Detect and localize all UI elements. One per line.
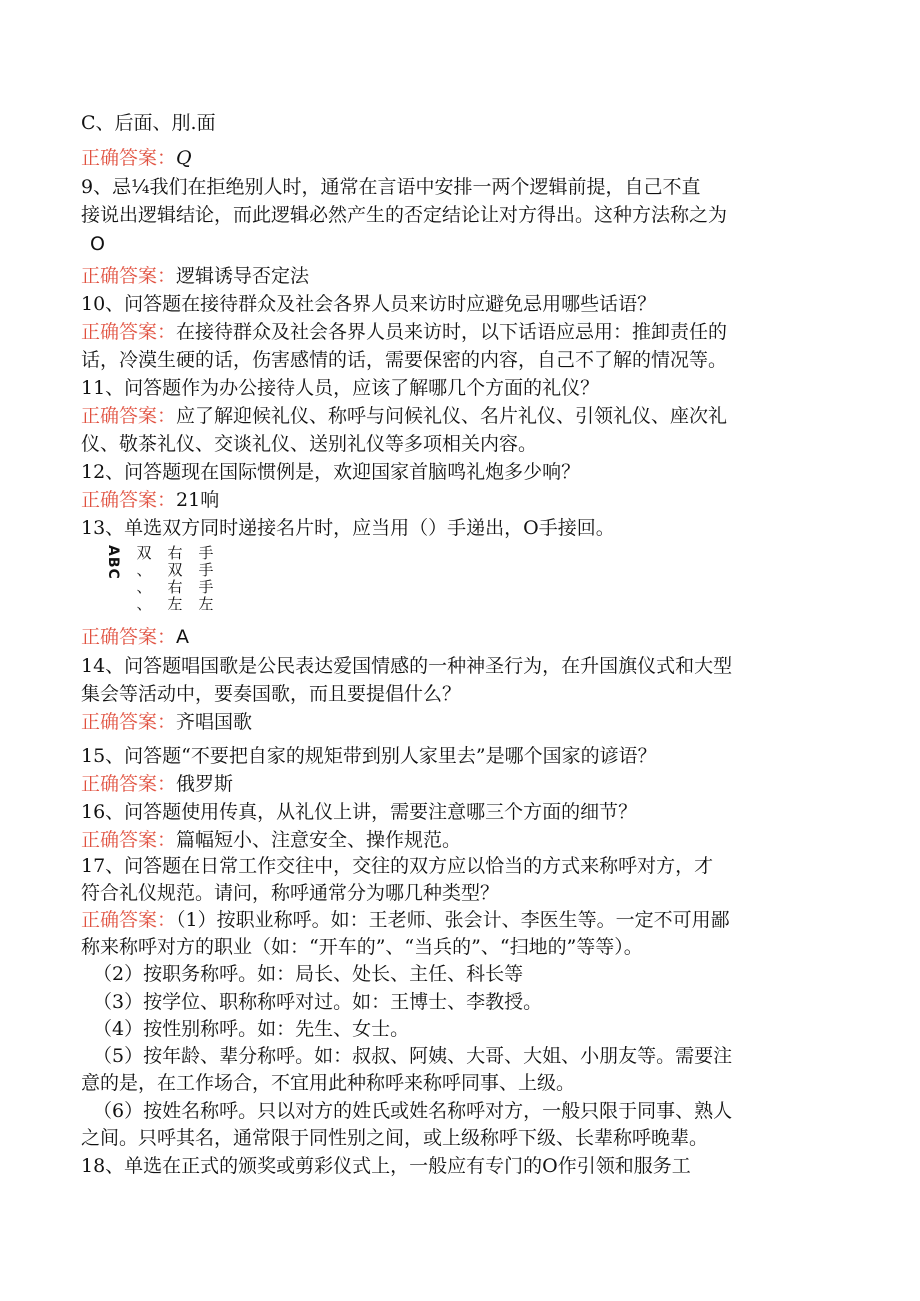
answer-item-4: （4）按性别称呼。如：先生、女士。 bbox=[93, 1018, 410, 1040]
answer-text: 应了解迎候礼仪、称呼与问候礼仪、名片礼仪、引领礼仪、座次礼 bbox=[176, 405, 728, 427]
question-15: 15、问答题“不要把自家的规矩带到别人家里去”是哪个国家的谚语？ bbox=[81, 745, 657, 767]
answer-line bbox=[81, 908, 841, 932]
answer-line bbox=[81, 264, 841, 288]
question-17-line-2: 符合礼仪规范。请问，称呼通常分为哪几种类型？ bbox=[81, 882, 500, 904]
answer-label: 正确答案： bbox=[81, 773, 177, 795]
option-glyph: 手 bbox=[198, 561, 214, 579]
answer-label: 正确答案： bbox=[81, 405, 177, 427]
question-10: 10、问答题在接待群众及社会各界人员来访时应避免忌用哪些话语？ bbox=[81, 293, 657, 315]
answer-item-5: （5）按年龄、辈分称呼。如：叔叔、阿姨、大哥、大姐、小朋友等。需要注 bbox=[93, 1045, 733, 1067]
question-9-line-2: 接说出逻辑结论，而此逻辑必然产生的否定结论让对方得出。这种方法称之为 bbox=[81, 204, 728, 226]
option-column-2 bbox=[166, 545, 184, 613]
answer-line bbox=[81, 488, 841, 512]
option-glyph: 左 bbox=[167, 595, 183, 613]
option-glyph: 右 bbox=[167, 544, 183, 562]
answer-label: 正确答案： bbox=[81, 909, 177, 931]
option-glyph: 左 bbox=[198, 595, 214, 613]
answer-label: 正确答案： bbox=[81, 147, 177, 169]
answer-text: 21响 bbox=[176, 489, 220, 511]
answer-line bbox=[81, 710, 841, 734]
answer-text: 在接待群众及社会各界人员来访时，以下话语应忌用：推卸责任的 bbox=[176, 321, 728, 343]
option-glyph: 、 bbox=[136, 595, 152, 613]
option-glyph: 、 bbox=[136, 578, 152, 596]
answer-line bbox=[81, 772, 841, 796]
option-glyph: 双 bbox=[136, 544, 152, 562]
answer-continuation: 意的是，在工作场合，不宜用此种称呼来称呼同事、上级。 bbox=[81, 1072, 576, 1094]
question-13: 13、单选双方同时递接名片时，应当用（）手递出，O手接回。 bbox=[81, 517, 615, 539]
answer-text: 俄罗斯 bbox=[176, 773, 234, 795]
option-glyph: 右 bbox=[167, 578, 183, 596]
question-9-line-3: O bbox=[90, 233, 105, 255]
option-glyph: 手 bbox=[198, 544, 214, 562]
answer-continuation: 称来称呼对方的职业（如：“开车的”、“当兵的”、“扫地的”等等）。 bbox=[81, 936, 643, 958]
answer-text: （1）按职业称呼。如：王老师、张会计、李医生等。一定不可用鄙 bbox=[176, 909, 730, 931]
option-column-3 bbox=[197, 545, 215, 613]
answer-label: 正确答案： bbox=[81, 711, 177, 733]
option-block bbox=[105, 545, 225, 615]
answer-continuation: 之间。只呼其名，通常限于同性别之间，或上级称呼下级、长辈称呼晚辈。 bbox=[81, 1127, 709, 1149]
question-12: 12、问答题现在国际惯例是，欢迎国家首脑鸣礼炮多少响？ bbox=[81, 461, 581, 483]
question-14-line-2: 集会等活动中，要奏国歌，而且要提倡什么？ bbox=[81, 683, 462, 705]
answer-item-3: （3）按学位、职称称呼对过。如：王博士、李教授。 bbox=[93, 991, 543, 1013]
option-column-1 bbox=[135, 545, 153, 613]
answer-label: 正确答案： bbox=[81, 489, 177, 511]
answer-label: 正确答案： bbox=[81, 829, 177, 851]
answer-label: 正确答案： bbox=[81, 321, 177, 343]
option-glyph: 、 bbox=[136, 561, 152, 579]
answer-line bbox=[81, 828, 841, 852]
option-glyph: 双 bbox=[167, 561, 183, 579]
question-16: 16、问答题使用传真，从礼仪上讲，需要注意哪三个方面的细节？ bbox=[81, 801, 638, 823]
question-14-line-1: 14、问答题唱国歌是公民表达爱国情感的一种神圣行为，在升国旗仪式和大型 bbox=[81, 655, 733, 677]
answer-text: A bbox=[176, 626, 190, 648]
answer-line bbox=[81, 320, 841, 344]
question-18: 18、单选在正式的颁奖或剪彩仪式上，一般应有专门的O作引领和服务工 bbox=[81, 1155, 691, 1177]
option-letters: ABC bbox=[105, 545, 121, 580]
answer-label: 正确答案： bbox=[81, 265, 177, 287]
option-glyph: 手 bbox=[198, 578, 214, 596]
question-11: 11、问答题作为办公接待人员，应该了解哪几个方面的礼仪？ bbox=[81, 377, 600, 399]
answer-continuation: 仪、敬茶礼仪、交谈礼仪、送别礼仪等多项相关内容。 bbox=[81, 433, 538, 455]
answer-text: Q bbox=[176, 147, 192, 169]
answer-item-6: （6）按姓名称呼。只以对方的姓氏或姓名称呼对方，一般只限于同事、熟人 bbox=[93, 1100, 733, 1122]
answer-item-2: （2）按职务称呼。如：局长、处长、主任、科长等 bbox=[93, 963, 524, 985]
answer-text: 逻辑诱导否定法 bbox=[176, 265, 310, 287]
answer-continuation: 话，冷漠生硬的话，伤害感情的话，需要保密的内容，自己不了解的情况等。 bbox=[81, 349, 728, 371]
answer-line bbox=[81, 404, 841, 428]
question-9-line-1: 9、忌¼我们在拒绝别人时，通常在言语中安排一两个逻辑前提，自己不直 bbox=[81, 176, 701, 198]
answer-line bbox=[81, 146, 841, 170]
answer-text: 篇幅短小、注意安全、操作规范。 bbox=[176, 829, 462, 851]
answer-text: 齐唱国歌 bbox=[176, 711, 253, 733]
option-c-line: C、后面、刖.面 bbox=[81, 112, 216, 134]
answer-label: 正确答案： bbox=[81, 626, 177, 648]
answer-line bbox=[81, 625, 841, 649]
question-17-line-1: 17、问答题在日常工作交往中，交往的双方应以恰当的方式来称呼对方，才 bbox=[81, 855, 714, 877]
